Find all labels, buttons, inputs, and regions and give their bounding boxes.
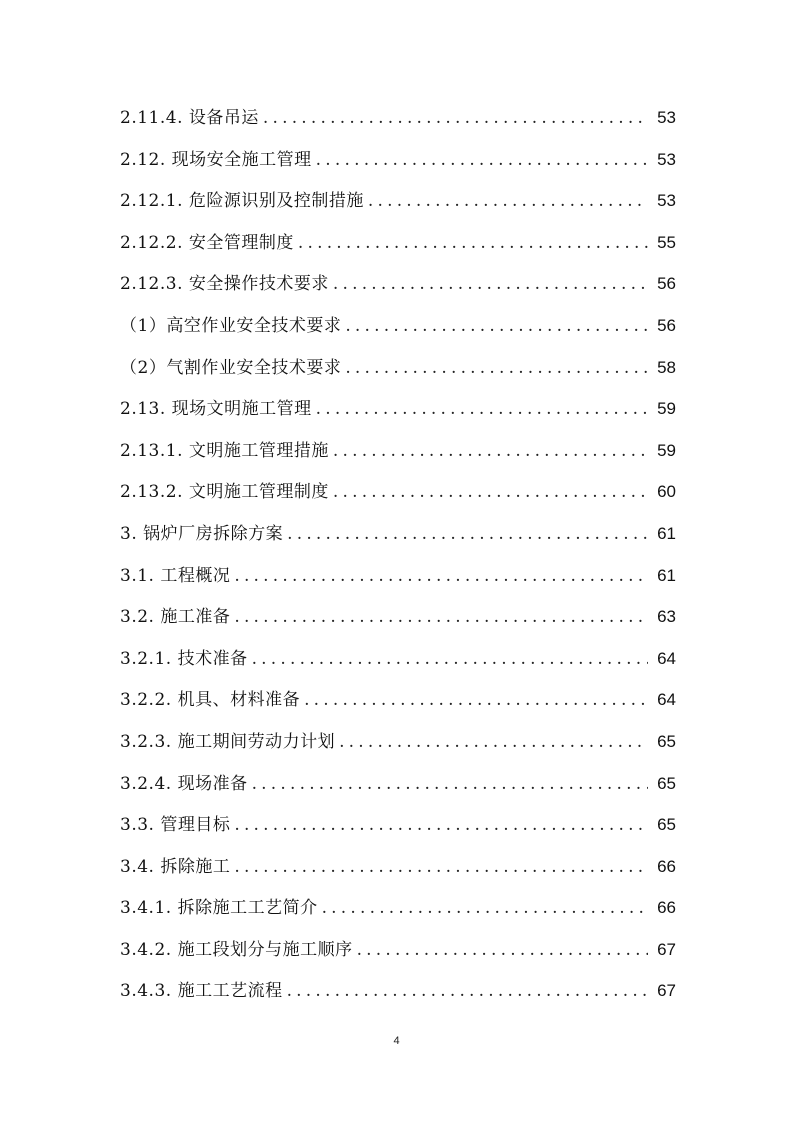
toc-entry-title: 3.2.2. 机具、材料准备 <box>120 690 301 711</box>
toc-entry-page: 53 <box>657 191 676 211</box>
toc-entry[interactable] <box>120 139 676 181</box>
toc-leader-dots <box>234 556 648 598</box>
toc-entry[interactable] <box>120 970 676 1012</box>
toc-leader-dots <box>234 597 648 639</box>
toc-entry-title: 3.4.3. 施工工艺流程 <box>120 981 283 1002</box>
toc-entry-page: 55 <box>657 232 676 252</box>
toc-entry-page: 65 <box>657 731 676 751</box>
toc-entry-title: 3. 锅炉厂房拆除方案 <box>120 523 284 544</box>
toc-entry-title: 3.3. 管理目标 <box>120 815 231 836</box>
toc-entry-title: 2.13.1. 文明施工管理措施 <box>120 440 329 461</box>
toc-leader-dots <box>298 223 648 265</box>
toc-entry[interactable] <box>120 679 676 721</box>
toc-entry[interactable] <box>120 555 676 597</box>
toc-entry-title: 3.1. 工程概况 <box>120 565 231 586</box>
toc-entry[interactable] <box>120 471 676 513</box>
toc-entry-title: 3.4.2. 施工段划分与施工顺序 <box>120 939 353 960</box>
toc-leader-dots <box>252 764 648 806</box>
toc-leader-dots <box>333 431 648 473</box>
toc-entry[interactable] <box>120 347 676 389</box>
toc-entry[interactable] <box>120 638 676 680</box>
toc-leader-dots <box>339 722 648 764</box>
toc-entry[interactable] <box>120 846 676 888</box>
toc-entry-page: 67 <box>657 981 676 1001</box>
toc-entry[interactable] <box>120 388 676 430</box>
toc-leader-dots <box>234 847 648 889</box>
toc-leader-dots <box>345 348 648 390</box>
toc-entry-title: （1）高空作业安全技术要求 <box>120 315 342 336</box>
toc-entry-title: 2.12. 现场安全施工管理 <box>120 149 312 170</box>
toc-leader-dots <box>333 264 648 306</box>
toc-entry-page: 59 <box>657 440 676 460</box>
toc-entry-title: 3.2. 施工准备 <box>120 607 231 628</box>
toc-entry-title: 3.2.3. 施工期间劳动力计划 <box>120 731 336 752</box>
toc-entry[interactable] <box>120 263 676 305</box>
toc-entry-page: 64 <box>657 690 676 710</box>
toc-entry-page: 53 <box>657 149 676 169</box>
toc-entry-page: 58 <box>657 357 676 377</box>
toc-entry[interactable] <box>120 596 676 638</box>
toc-entry-page: 53 <box>657 108 676 127</box>
page-number: 4 <box>393 1035 400 1047</box>
toc-entry-page: 66 <box>657 856 676 876</box>
toc-entry-page: 60 <box>657 482 676 502</box>
toc-entry[interactable] <box>120 887 676 929</box>
toc-entry-page: 65 <box>657 815 676 835</box>
toc-entry-title: （2）气割作业安全技术要求 <box>120 357 342 378</box>
toc-leader-dots <box>322 888 648 930</box>
toc-entry-title: 2.13. 现场文明施工管理 <box>120 399 312 420</box>
toc-entry-page: 56 <box>657 315 676 335</box>
toc-entry[interactable] <box>120 180 676 222</box>
toc-entry[interactable] <box>120 721 676 763</box>
toc-entry-title: 2.13.2. 文明施工管理制度 <box>120 482 329 503</box>
toc-leader-dots <box>304 680 648 722</box>
toc-leader-dots <box>316 140 648 182</box>
toc-leader-dots <box>263 98 648 140</box>
toc-leader-dots <box>252 639 648 681</box>
toc-leader-dots <box>234 805 648 847</box>
toc-leader-dots <box>287 971 648 1013</box>
toc-entry-page: 67 <box>657 939 676 959</box>
toc-entry-title: 2.12.2. 安全管理制度 <box>120 232 294 253</box>
toc-leader-dots <box>345 306 648 348</box>
toc-entry-title: 2.11.4. 设备吊运 <box>120 108 259 128</box>
toc-entry[interactable] <box>120 804 676 846</box>
toc-entry[interactable] <box>120 929 676 971</box>
toc-entry-title: 2.12.1. 危险源识别及控制措施 <box>120 191 364 212</box>
toc-entry[interactable] <box>120 305 676 347</box>
toc-entry[interactable] <box>120 97 676 139</box>
toc-entry-page: 65 <box>657 773 676 793</box>
toc-entry-page: 63 <box>657 607 676 627</box>
toc-entry-page: 66 <box>657 898 676 918</box>
toc-entry[interactable] <box>120 222 676 264</box>
toc-leader-dots <box>368 181 648 223</box>
toc-entry-page: 61 <box>657 523 676 543</box>
toc-entry[interactable] <box>120 430 676 472</box>
toc-entry-title: 2.12.3. 安全操作技术要求 <box>120 274 329 295</box>
toc-leader-dots <box>287 514 648 556</box>
toc-entry[interactable] <box>120 513 676 555</box>
toc-leader-dots <box>333 472 648 514</box>
toc-entry-page: 56 <box>657 274 676 294</box>
toc-leader-dots <box>316 389 648 431</box>
toc-entry-page: 59 <box>657 399 676 419</box>
toc-entry-title: 3.4. 拆除施工 <box>120 856 231 877</box>
table-of-contents <box>120 97 676 1012</box>
toc-entry-title: 3.2.4. 现场准备 <box>120 773 248 794</box>
toc-entry-title: 3.4.1. 拆除施工工艺简介 <box>120 898 318 919</box>
toc-entry-page: 64 <box>657 648 676 668</box>
toc-entry-page: 61 <box>657 565 676 585</box>
toc-entry[interactable] <box>120 763 676 805</box>
toc-leader-dots <box>357 930 648 972</box>
toc-entry-title: 3.2.1. 技术准备 <box>120 648 248 669</box>
